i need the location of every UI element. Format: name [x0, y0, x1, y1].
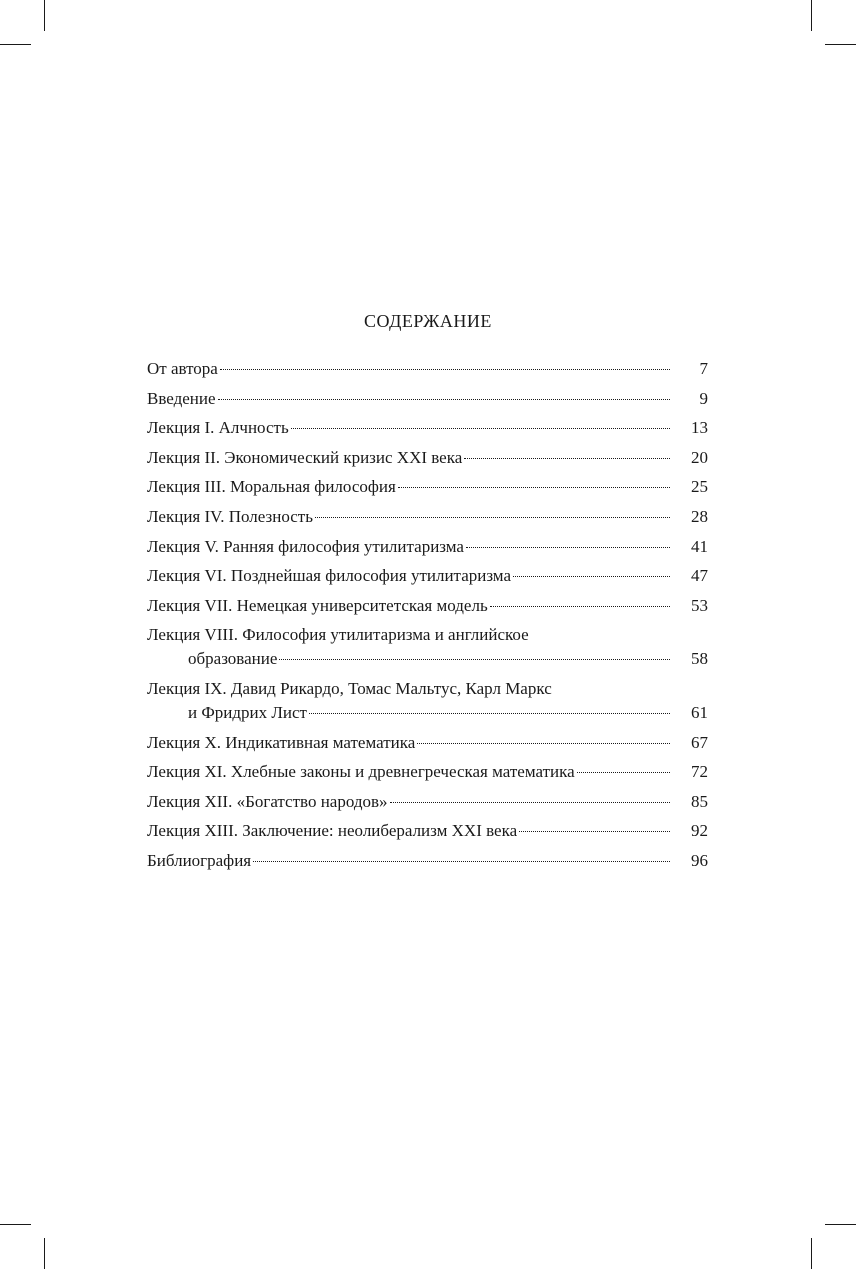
toc-entry[interactable] [147, 594, 708, 618]
toc-entry[interactable] [147, 446, 708, 470]
toc-page-number: 85 [691, 791, 708, 811]
toc-entry-title: Лекция X. Индикативная математика [147, 732, 416, 752]
toc-page-number: 13 [691, 418, 708, 438]
dot-leader [490, 606, 670, 607]
dot-leader [513, 576, 670, 577]
toc-entry-title: Лекция IV. Полезность [147, 506, 313, 526]
toc-entry[interactable] [147, 849, 708, 873]
dot-leader [220, 369, 670, 370]
dot-leader [218, 399, 670, 400]
dot-leader [466, 547, 670, 548]
dot-leader [315, 517, 670, 518]
toc-entry[interactable] [147, 416, 708, 440]
toc-page-number: 25 [691, 477, 708, 497]
toc-entry-title: Лекция I. Алчность [147, 418, 289, 438]
toc-entry[interactable] [147, 535, 708, 559]
dot-leader [519, 831, 670, 832]
toc-page-number: 9 [699, 388, 708, 408]
toc-entry[interactable] [147, 677, 708, 725]
toc-page-number: 58 [691, 649, 708, 669]
toc-page-number: 96 [691, 850, 708, 870]
crop-mark-bottom-left-horizontal [0, 1224, 31, 1225]
crop-mark-top-right-vertical [811, 0, 812, 31]
toc-page-number: 61 [691, 702, 708, 722]
crop-mark-bottom-left-vertical [44, 1238, 45, 1269]
toc-entry-title: Лекция XII. «Богатство народов» [147, 791, 388, 811]
toc-entry-title: Лекция II. Экономический кризис XXI века [147, 447, 463, 467]
toc-entry[interactable] [147, 819, 708, 843]
toc-entry-title: Библиография [147, 850, 252, 870]
toc-entry-title: Лекция XIII. Заключение: неолиберализм XXI века [147, 821, 518, 841]
toc-entry-title: Лекция IX. Давид Рикардо, Томас Мальтус, Карл Маркс [147, 678, 552, 698]
crop-mark-top-left-vertical [44, 0, 45, 31]
dot-leader [279, 659, 670, 660]
toc-entry-title: образование [188, 649, 278, 669]
toc-entry-title: Лекция III. Моральная философия [147, 477, 396, 497]
crop-mark-bottom-right-vertical [811, 1238, 812, 1269]
dot-leader [464, 458, 670, 459]
toc-entry[interactable] [147, 731, 708, 755]
crop-mark-top-left-horizontal [0, 44, 31, 45]
dot-leader [309, 713, 670, 714]
toc-entry[interactable] [147, 760, 708, 784]
toc-entry[interactable] [147, 475, 708, 499]
toc-page-number: 41 [691, 536, 708, 556]
toc-entry-title: Лекция V. Ранняя философия утилитаризма [147, 536, 464, 556]
toc-entry[interactable] [147, 623, 708, 671]
toc-entry-title: Лекция XI. Хлебные законы и древнегреческая математика [147, 762, 575, 782]
toc-entry[interactable] [147, 505, 708, 529]
toc-entry-title: От автора [147, 359, 218, 378]
toc-page-number: 92 [691, 821, 708, 841]
crop-mark-bottom-right-horizontal [825, 1224, 856, 1225]
dot-leader [291, 428, 670, 429]
toc-page-number: 20 [691, 447, 708, 467]
toc-page-number: 53 [691, 595, 708, 615]
toc-entry-title: Введение [147, 388, 216, 408]
toc-page-number: 7 [699, 359, 708, 378]
dot-leader [398, 487, 670, 488]
toc-entry[interactable] [147, 564, 708, 588]
toc-entry[interactable] [147, 790, 708, 814]
dot-leader [417, 743, 670, 744]
toc-page-number: 28 [691, 506, 708, 526]
dot-leader [577, 772, 670, 773]
toc-entry-title: Лекция VII. Немецкая университетская модель [147, 595, 488, 615]
dot-leader [253, 861, 670, 862]
page-title: СОДЕРЖАНИЕ [364, 311, 492, 331]
toc-page-number: 47 [691, 566, 708, 586]
toc-entry-title: и Фридрих Лист [188, 702, 307, 722]
dot-leader [390, 802, 670, 803]
toc-entry-title: Лекция VI. Позднейшая философия утилитаризма [147, 566, 511, 586]
toc-entry[interactable] [147, 357, 708, 381]
table-of-contents [147, 357, 708, 879]
toc-entry[interactable] [147, 387, 708, 411]
toc-entry-title: Лекция VIII. Философия утилитаризма и английское [147, 625, 529, 645]
toc-page-number: 67 [691, 732, 708, 752]
crop-mark-top-right-horizontal [825, 44, 856, 45]
toc-page-number: 72 [691, 762, 708, 782]
